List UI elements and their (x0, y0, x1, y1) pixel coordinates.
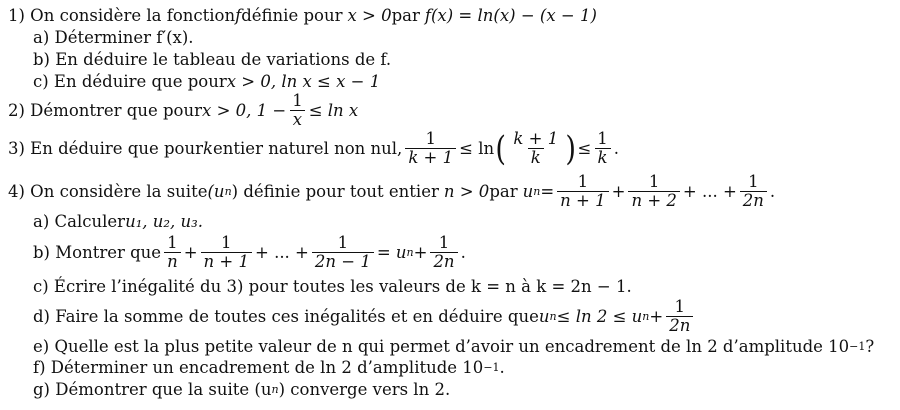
q3-end: . (613, 139, 620, 158)
q1-mid: définie pour (241, 6, 343, 25)
q4-text3: par (489, 182, 518, 201)
q4-dots: + ... + (682, 182, 737, 201)
q4b-plus2: + (413, 243, 428, 262)
q4-frac3-num: 1 (748, 172, 759, 191)
q3-frac3-den: k (595, 148, 611, 167)
q2-math-right: ≤ ln x (308, 101, 359, 120)
q4-frac1 (557, 173, 608, 210)
q1-par: par (391, 6, 420, 25)
q4a-text: a) Calculer (33, 212, 126, 231)
q3-frac3-num: 1 (597, 129, 608, 148)
q4b-frac1-den: n (164, 252, 181, 271)
q4b-frac3-num: 1 (337, 233, 349, 252)
q4-frac3-den: 2n (740, 191, 767, 210)
q4d-frac-den: 2n (666, 316, 693, 335)
q2-fraction (289, 92, 306, 129)
q3-text: 3) En déduire que pour (8, 139, 203, 158)
q1-definition: f(x) = ln(x) − (x − 1) (424, 6, 597, 25)
q4-frac1-den: n + 1 (557, 191, 608, 210)
q4b-frac2-num: 1 (221, 233, 232, 252)
q4-un: u (522, 182, 534, 201)
q4-frac2-num: 1 (648, 172, 660, 191)
q4-frac2-den: n + 2 (628, 191, 679, 210)
q2-text: 2) Démontrer que pour (8, 101, 203, 120)
q4b-frac1-num: 1 (167, 233, 178, 252)
q1-condition: x > 0 (347, 6, 392, 25)
q3-statement (8, 130, 619, 167)
q3-frac1-den: k + 1 (405, 148, 456, 167)
q4c: c) Écrire l’inégalité du 3) pour toutes les valeurs de k = n à k = 2n − 1. (33, 277, 632, 296)
q4-eq: = (540, 182, 555, 201)
q2-statement (8, 92, 358, 129)
q3-frac2-num: k + 1 (513, 129, 559, 148)
q3-frac1 (405, 130, 456, 167)
q4d-frac-num: 1 (674, 297, 686, 316)
q4b-frac4 (430, 234, 457, 271)
q1c-math: x > 0, ln x ≤ x − 1 (226, 72, 381, 91)
q4b-plus: + (183, 243, 198, 262)
q4b-frac3-den: 2n − 1 (312, 252, 374, 271)
q4-end: . (769, 182, 776, 201)
q4g: g) Démontrer que la suite (u n ) converge vers ln 2. (33, 380, 451, 399)
q4b: b) Montrer que $\frac{1}{n}$ + $\frac{1}{n + 1}$ + ... + $\frac{1}{2n - 1}$ = u n + $\frac{1}{2n}$ . (33, 233, 466, 271)
q4-cond: n > 0 (443, 182, 490, 201)
q4b-frac2 (201, 234, 252, 271)
q4f: f) Déterminer un encadrement de ln 2 d’amplitude 10 −1 . (33, 358, 505, 377)
q3-frac3 (594, 130, 611, 167)
q3-left-paren: ( (495, 128, 507, 169)
q4b-frac4-den: 2n (430, 252, 457, 271)
q1c (33, 72, 380, 91)
q4e-end: ? (865, 337, 875, 356)
q1-statement (8, 6, 597, 25)
q1b: b) En déduire le tableau de variations de f. (33, 50, 392, 69)
q4a-math: u₁, u₂, u₃. (125, 212, 204, 231)
q4-statement: 4) On considère la suite (u n ) définie pour tout entier n > 0 par u n = $\frac{1}{n + 1}$ + $\frac{1}{n + 2}$ + ... + $\frac{1}{2n}$ . (8, 172, 776, 210)
q4b-end: . (460, 243, 466, 262)
q4b-frac1 (164, 234, 181, 271)
q4b-text: b) Montrer que (33, 243, 162, 262)
q2-frac-num: 1 (292, 91, 303, 110)
q1a: a) Déterminer f′(x). (33, 28, 194, 47)
q4-text: 4) On considère la suite (8, 182, 208, 201)
q3-frac2-den: k (528, 148, 544, 167)
q4d-text: d) Faire la somme de toutes ces inégalités et en déduire que (33, 307, 539, 326)
q1-f-symbol: f (235, 6, 242, 25)
q4-plus: + (611, 182, 626, 201)
q4d-frac (666, 298, 693, 335)
q4f-end: . (499, 358, 505, 377)
q4b-eq: = u (376, 243, 407, 262)
q4-seq: (u (207, 182, 225, 201)
q4b-dots: + ... + (255, 243, 309, 262)
q2-math-left: x > 0, 1 − (202, 101, 287, 120)
q4a (33, 212, 203, 231)
q2-frac-den: x (290, 110, 305, 129)
q4d-mid: ≤ ln 2 ≤ u (556, 307, 643, 326)
q4-frac3 (740, 173, 767, 210)
q4b-frac4-num: 1 (438, 233, 450, 252)
q4b-frac2-den: n + 1 (201, 252, 252, 271)
q3-frac2 (510, 130, 561, 167)
q3-ln: ≤ ln (459, 139, 495, 158)
q4d-plus: + (649, 307, 664, 326)
q4-text2: ) définie pour tout entier (231, 182, 439, 201)
q1-intro: 1) On considère la fonction (8, 6, 236, 25)
q4g-end: ) converge vers ln 2. (278, 380, 451, 399)
q3-right-paren: ) (565, 128, 577, 169)
q4e-text: e) Quelle est la plus petite valeur de n qui permet d’avoir un encadrement de ln 2 d’amplitude 10 (33, 337, 850, 356)
q4f-text: f) Déterminer un encadrement de ln 2 d’amplitude 10 (33, 358, 484, 377)
q4b-frac3 (312, 234, 374, 271)
q3-text2: entier naturel non nul, (213, 139, 403, 158)
q1c-text: c) En déduire que pour (33, 72, 227, 91)
q3-leq: ≤ (577, 139, 592, 158)
q3-var: k (203, 139, 213, 158)
q3-frac1-num: 1 (425, 129, 436, 148)
q4-frac2 (628, 173, 679, 210)
q4-frac1-num: 1 (577, 172, 589, 191)
q4d-math: u (538, 307, 550, 326)
q4g-text: g) Démontrer que la suite (u (33, 380, 272, 399)
q4d: d) Faire la somme de toutes ces inégalités et en déduire que u n ≤ ln 2 ≤ u n + $\frac{1}{2n}$ (33, 298, 696, 335)
q4e: e) Quelle est la plus petite valeur de n qui permet d’avoir un encadrement de ln 2 d’amplitude 10 −1 ? (33, 337, 875, 356)
